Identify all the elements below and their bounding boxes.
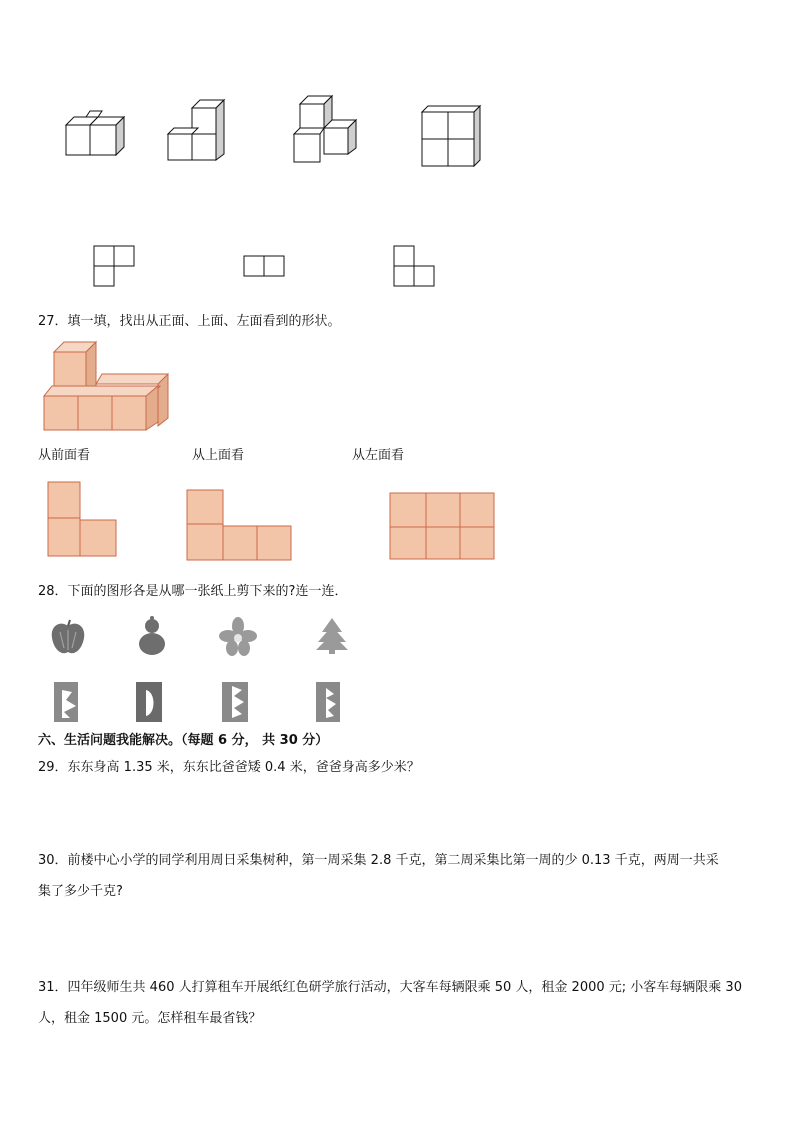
label-left-view: 从左面看: [352, 448, 405, 463]
tree-cutout-icon: [312, 616, 352, 656]
flower-cutout-icon: [218, 616, 258, 656]
q30-text-line2: 集了多少千克?: [38, 884, 123, 899]
q31-text-line2: 人，租金 1500 元。怎样租车最省钱？: [38, 1011, 262, 1026]
paper-cutout-2-icon: [134, 678, 170, 726]
section6-heading: 六、生活问题我能解决。（每题 6 分， 共 30 分）: [38, 733, 329, 748]
answer-front-view: [46, 480, 126, 565]
q31-text-line1: 31．四年级师生共 460 人打算租车开展纸红色研学旅行活动，大客车每辆限乘 50 人，租金 2000 元; 小客车每辆限乘 30: [38, 980, 742, 995]
gourd-cutout-icon: [134, 614, 174, 658]
q28-text: 28．下面的图形各是从哪一张纸上剪下来的?连一连．: [38, 584, 348, 599]
answer-left-view: [388, 491, 508, 566]
label-front-view: 从前面看: [38, 448, 91, 463]
cube-figure-3: [290, 92, 365, 167]
apple-cutout-icon: [48, 618, 88, 658]
view-shape-1: [92, 242, 142, 292]
paper-cutout-4-icon: [314, 678, 350, 726]
cube-3d-figure: [40, 338, 180, 438]
view-shape-2: [242, 254, 292, 284]
cube-figure-1: [60, 105, 130, 165]
label-top-view: 从上面看: [192, 448, 245, 463]
answer-top-view: [185, 488, 305, 568]
q29-text: 29．东东身高 1.35 米，东东比爸爸矮 0.4 米，爸爸身高多少米？: [38, 760, 420, 775]
view-shape-3: [392, 242, 442, 292]
cube-figure-2: [160, 96, 230, 166]
cube-figure-4: [418, 102, 488, 172]
q30-text-line1: 30．前楼中心小学的同学利用周日采集树种，第一周采集 2.8 千克，第二周采集比第一周的少 0.13 千克，两周一共采: [38, 853, 719, 868]
q27-text: 27．填一填，找出从正面、上面、左面看到的形状。: [38, 314, 341, 329]
paper-cutout-1-icon: [52, 678, 88, 726]
paper-cutout-3-icon: [220, 678, 256, 726]
